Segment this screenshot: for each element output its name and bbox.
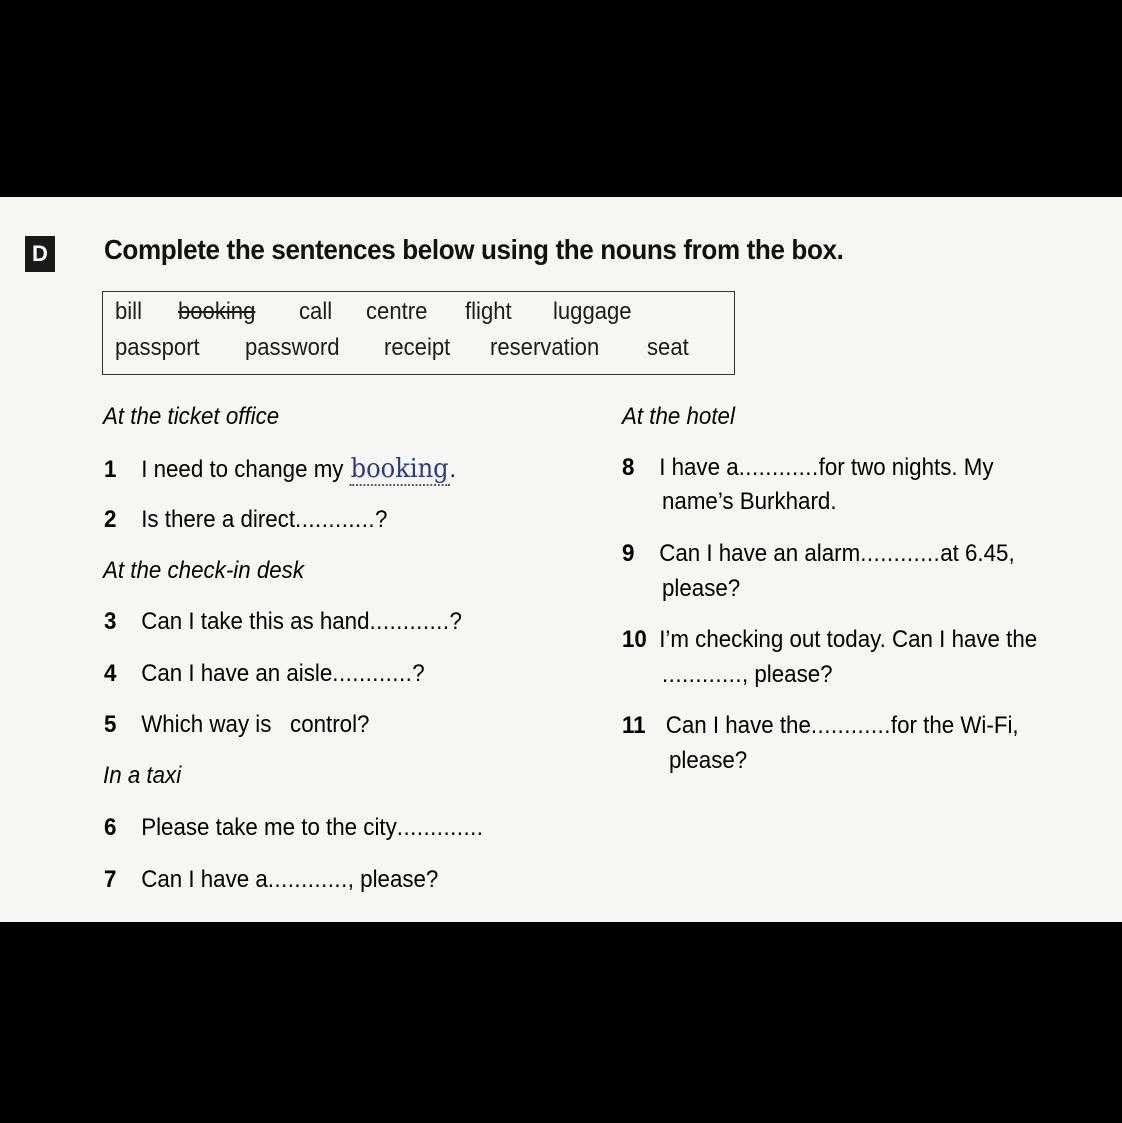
word-bill: bill — [115, 298, 142, 325]
word-password: password — [245, 334, 340, 361]
answer-blank[interactable]: ............ — [332, 660, 413, 687]
section-heading-check-in: At the check-in desk — [103, 557, 304, 584]
word-call: call — [299, 298, 333, 325]
sentence-end: for the Wi-Fi, — [890, 712, 1019, 739]
word-booking-struck: booking — [178, 298, 256, 325]
item-number: 6 — [104, 814, 117, 841]
section-heading-taxi: In a taxi — [103, 762, 182, 789]
sentence-8 — [622, 454, 994, 482]
sentence-text: Can I have a — [141, 866, 268, 893]
sentence-end: . — [476, 814, 483, 841]
word-receipt: receipt — [384, 334, 451, 361]
answer-blank[interactable]: ............ — [810, 712, 891, 739]
sentence-text: Can I have an alarm — [659, 540, 861, 567]
sentence-text: I need to change my — [141, 456, 344, 483]
sentence-8-continued: name’s Burkhard. — [662, 488, 837, 515]
item-number: 9 — [622, 540, 635, 567]
sentence-4 — [104, 660, 425, 688]
item-number: 2 — [104, 506, 117, 533]
answer-blank[interactable]: ............ — [860, 540, 941, 567]
sentence-9-continued: please? — [662, 575, 741, 602]
sentence-end: ? — [449, 608, 462, 635]
answer-blank[interactable]: ............ — [396, 814, 477, 841]
sentence-end: , please? — [741, 661, 833, 688]
word-passport: passport — [115, 334, 200, 361]
sentence-text: I’m checking out today. Can I have the — [659, 626, 1038, 653]
sentence-3 — [104, 608, 462, 636]
sentence-11 — [622, 712, 1019, 740]
exercise-letter-badge — [25, 236, 55, 272]
sentence-text: I have a — [659, 454, 739, 481]
answer-blank[interactable]: ............ — [662, 661, 742, 688]
item-number: 5 — [104, 711, 117, 738]
sentence-end: ? — [412, 660, 425, 687]
sentence-end: for two nights. My — [818, 454, 994, 481]
handwritten-answer: booking — [350, 454, 449, 484]
item-number: 8 — [622, 454, 635, 481]
sentence-9 — [622, 540, 1015, 568]
sentence-end: . — [449, 456, 456, 483]
answer-blank[interactable]: ............ — [267, 866, 348, 893]
section-heading-hotel: At the hotel — [622, 403, 735, 430]
sentence-1 — [104, 454, 456, 484]
sentence-end: , please? — [347, 866, 439, 893]
sentence-5 — [104, 711, 369, 739]
sentence-text: Please take me to the city — [141, 814, 397, 841]
word-flight: flight — [465, 298, 512, 325]
word-centre: centre — [366, 298, 428, 325]
item-number: 4 — [104, 660, 117, 687]
item-number: 3 — [104, 608, 117, 635]
sentence-7 — [104, 866, 438, 894]
section-heading-ticket-office: At the ticket office — [103, 403, 280, 430]
exercise-instruction: Complete the sentences below using the nouns from the box. — [104, 234, 844, 265]
word-reservation: reservation — [490, 334, 600, 361]
exercise-letter: D — [32, 241, 48, 266]
answer-blank[interactable]: ............ — [738, 454, 819, 481]
sentence-text: Can I have the — [665, 712, 811, 739]
sentence-text: Is there a direct — [141, 506, 296, 533]
sentence-text: Can I have an aisle — [141, 660, 333, 687]
word-seat: seat — [647, 334, 689, 361]
item-number: 10 — [622, 626, 647, 653]
item-number: 11 — [622, 712, 646, 739]
sentence-10 — [622, 626, 1037, 654]
item-number: 7 — [104, 866, 117, 893]
sentence-text: Can I take this as hand — [141, 608, 370, 635]
word-luggage: luggage — [553, 298, 632, 325]
sentence-2 — [104, 506, 387, 534]
sentence-10-continued — [662, 661, 833, 689]
word-box — [102, 291, 735, 375]
sentence-end: at 6.45, — [940, 540, 1015, 567]
answer-blank[interactable]: ............ — [295, 506, 376, 533]
sentence-text: Which way is control? — [141, 711, 370, 738]
sentence-6 — [104, 814, 483, 842]
answer-blank[interactable]: ............ — [369, 608, 450, 635]
item-number: 1 — [104, 456, 117, 483]
sentence-11-continued: please? — [669, 747, 748, 774]
sentence-end: ? — [375, 506, 388, 533]
